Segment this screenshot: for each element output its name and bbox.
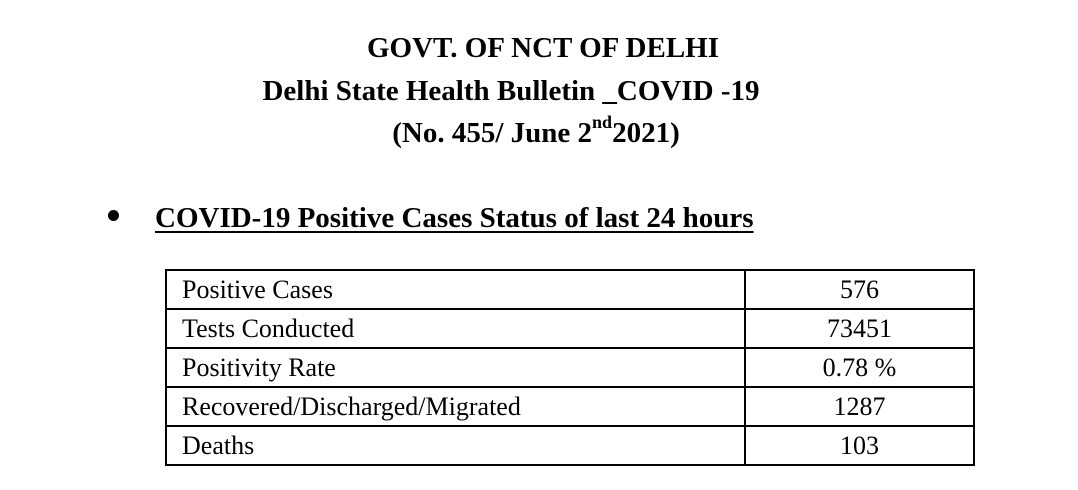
row-value: 73451 [745,309,974,348]
bulletin-number-date-prefix: (No. 455/ June 2 [392,117,593,149]
row-label: Tests Conducted [166,309,745,348]
section-heading: COVID-19 Positive Cases Status of last 24 hours [155,202,754,234]
bullet-icon [108,210,119,221]
row-label: Recovered/Discharged/Migrated [166,387,745,426]
table-row [166,270,974,309]
bulletin-number-date [0,112,1075,151]
table-row [166,387,974,426]
table-row [166,348,974,387]
table-row [166,426,974,465]
row-value: 103 [745,426,974,465]
row-value: 576 [745,270,974,309]
bulletin-org-title: GOVT. OF NCT OF DELHI [366,32,720,64]
status-table [165,269,975,466]
row-label: Deaths [166,426,745,465]
bulletin-title: Delhi State Health Bulletin _COVID -19 [262,75,760,107]
row-value: 1287 [745,387,974,426]
row-value: 0.78 % [745,348,974,387]
bulletin-number-date-suffix: 2021) [612,117,680,149]
table-row [166,309,974,348]
row-label: Positivity Rate [166,348,745,387]
row-label: Positive Cases [166,270,745,309]
date-ordinal-suffix: nd [592,112,613,133]
